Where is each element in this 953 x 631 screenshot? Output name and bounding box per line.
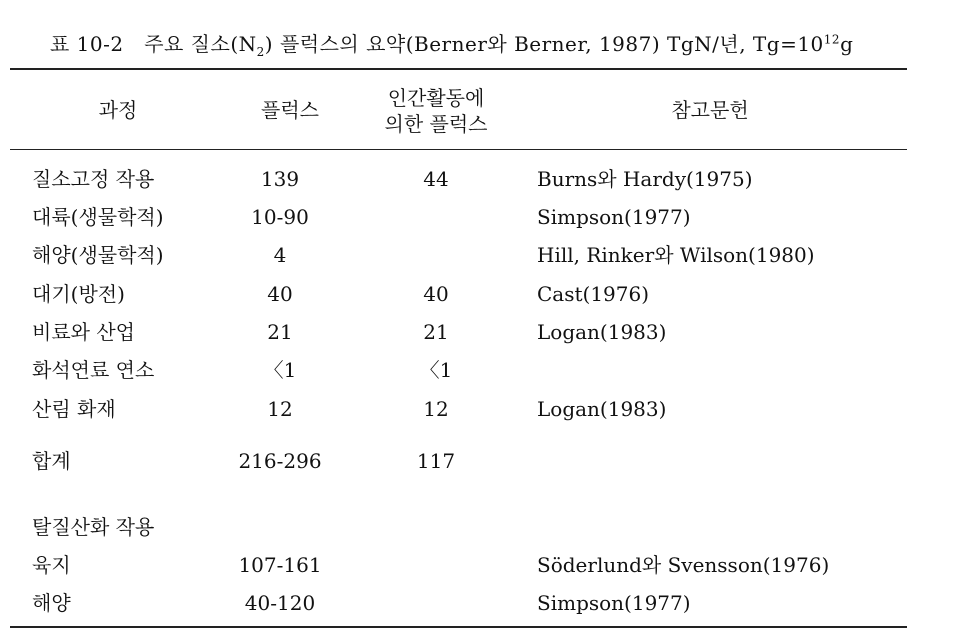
row-human-flux: 21 xyxy=(423,320,449,344)
row-process: 화석연료 연소 xyxy=(32,358,155,382)
top-rule xyxy=(10,68,907,70)
row-flux: 10-90 xyxy=(251,205,309,229)
caption-title-start: 주요 질소(N xyxy=(144,32,257,56)
caption-subscript: 2 xyxy=(256,45,265,59)
header-process: 과정 xyxy=(98,98,138,122)
row-reference: Hill, Rinker와 Wilson(1980) xyxy=(537,243,815,267)
row-human-flux: 44 xyxy=(423,167,449,191)
row-flux: 139 xyxy=(260,167,300,191)
caption-superscript: 12 xyxy=(823,32,841,47)
row-process: 비료와 산업 xyxy=(32,320,135,344)
total-human-flux: 117 xyxy=(416,449,456,473)
row-process: 대기(방전) xyxy=(32,282,125,306)
row-process: 해양(생물학적) xyxy=(32,243,164,267)
row-process: 질소고정 작용 xyxy=(32,167,155,191)
bottom-rule xyxy=(10,626,907,628)
total-label: 합계 xyxy=(32,449,71,473)
row-process: 해양 xyxy=(32,591,71,615)
row-process: 대륙(생물학적) xyxy=(32,205,164,229)
table-number: 표 10-2 xyxy=(50,32,124,56)
row-reference: Logan(1983) xyxy=(537,397,667,421)
header-human-line1: 인간활동에 xyxy=(387,86,485,110)
row-reference: Simpson(1977) xyxy=(537,205,691,229)
row-flux: 21 xyxy=(267,320,293,344)
row-human-flux: 12 xyxy=(423,397,449,421)
caption-title-rest: ) 플럭스의 요약(Berner와 Berner, 1987) TgN/년, Tg=10 xyxy=(264,32,824,56)
row-human-flux: 40 xyxy=(423,282,449,306)
header-flux: 플럭스 xyxy=(261,98,319,122)
header-reference: 참고문헌 xyxy=(671,98,749,122)
row-process: 육지 xyxy=(32,553,71,577)
section-denitrification: 탈질산화 작용 xyxy=(32,515,155,539)
header-human-line2: 의한 플럭스 xyxy=(384,112,488,136)
header-rule xyxy=(10,149,907,150)
caption-unit: g xyxy=(840,32,854,56)
total-flux: 216-296 xyxy=(238,449,322,473)
row-reference: Söderlund와 Svensson(1976) xyxy=(537,553,830,577)
row-reference: Burns와 Hardy(1975) xyxy=(537,167,753,191)
header-human-flux xyxy=(356,85,516,137)
row-human-flux: 〈1 xyxy=(419,358,453,382)
row-flux: 40-120 xyxy=(244,591,316,615)
row-reference: Cast(1976) xyxy=(537,282,650,306)
row-reference: Simpson(1977) xyxy=(537,591,691,615)
row-flux: 12 xyxy=(267,397,293,421)
row-flux: 4 xyxy=(273,243,287,267)
table-caption xyxy=(50,28,853,59)
row-flux: 40 xyxy=(267,282,293,306)
row-flux: 〈1 xyxy=(263,358,297,382)
row-process: 산림 화재 xyxy=(32,397,116,421)
row-reference: Logan(1983) xyxy=(537,320,667,344)
row-flux: 107-161 xyxy=(238,553,322,577)
